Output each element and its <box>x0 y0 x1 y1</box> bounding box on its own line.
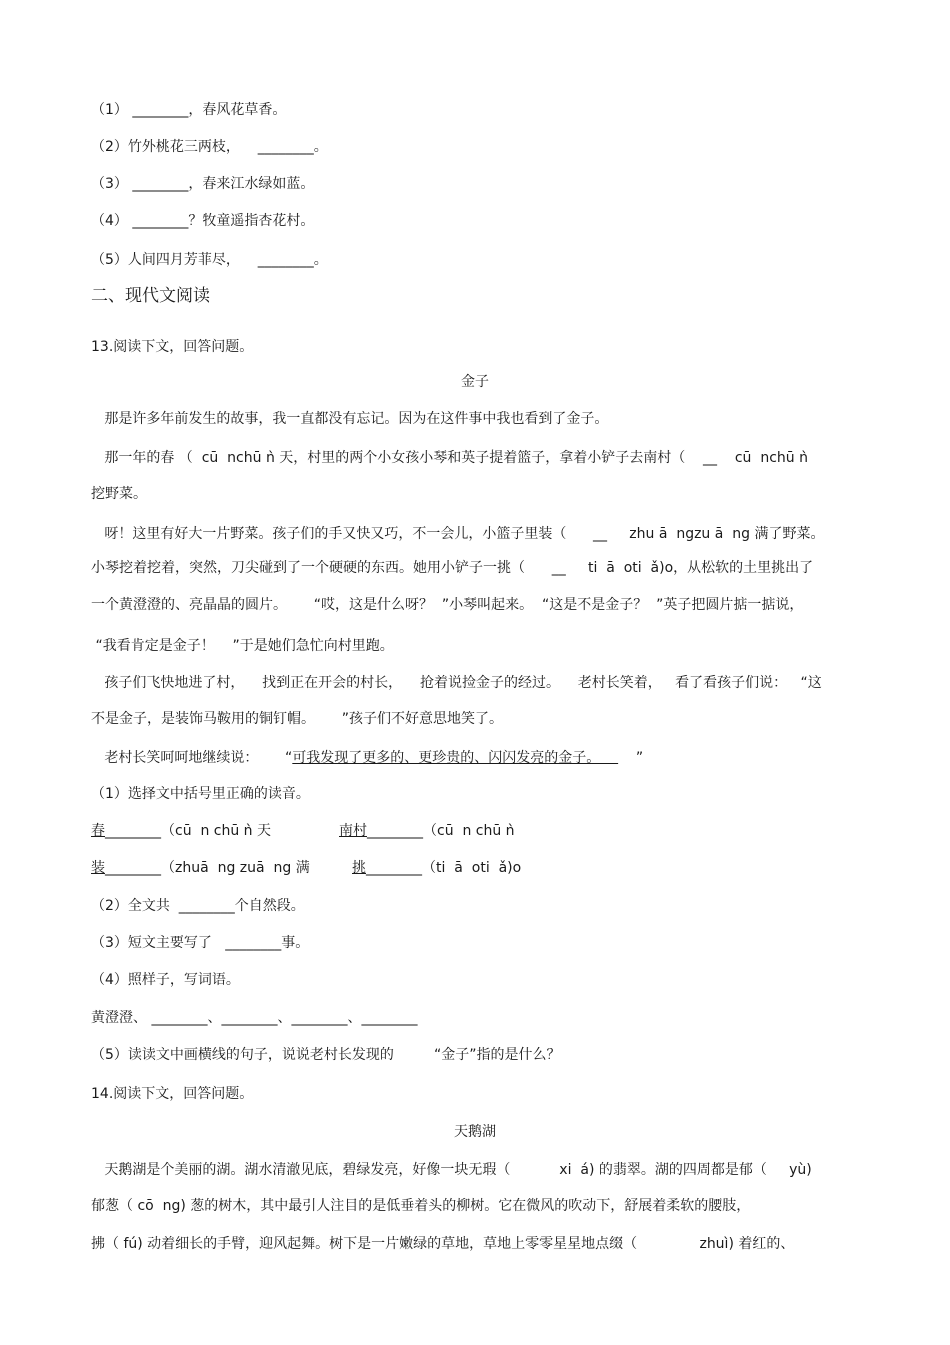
passage-line: 一个黄澄澄的、亮晶晶的圆片。 “哎，这是什么呀？ ”小琴叫起来。 “这是不是金子？ ”英子把圆片掂一掂说， <box>91 597 804 613</box>
passage-line: 孩子们飞快地进了村， 找到正在开会的村长， 抢着说捡金子的经过。 老村长笑着， 看了看孩子们说： “这 <box>91 675 822 691</box>
sub-question-2: （2）全文共 ________个自然段。 <box>91 898 305 914</box>
reading-row <box>91 821 271 841</box>
word-example: 黄澄澄、 ________、________、________、________ <box>91 1010 418 1026</box>
passage-line: “我看肯定是金子！ ”于是她们急忙向村里跑。 <box>91 638 394 654</box>
poem-line-2: （2）竹外桃花三两枝， ________。 <box>91 139 328 155</box>
reading-row <box>339 821 515 841</box>
sub-question-5: （5）读读文中画横线的句子，说说老村长发现的 “金子”指的是什么？ <box>91 1047 561 1063</box>
poem-line-3: （3） ________，春来江水绿如蓝。 <box>91 176 315 192</box>
poem-line-5: （5）人间四月芳菲尽， ________。 <box>91 252 328 268</box>
line-suffix: ” <box>618 750 644 766</box>
passage-line: 小琴挖着挖着，突然，刀尖碰到了一个硬硬的东西。她用小铲子一挑（ __ ti ā oti ǎ)o，从松软的土里挑出了 <box>91 560 814 576</box>
underlined-sentence-line <box>91 748 643 768</box>
poem-line-4: （4） ________？牧童遥指杏花村。 <box>91 213 315 229</box>
reading-char: 装 <box>91 860 105 876</box>
passage-line: 拂（ fú) 动着细长的手臂，迎风起舞。树下是一片嫩绿的草地，草地上零零星星地点缀（ zhuì) 着红的、 <box>91 1236 795 1252</box>
reading-blank: ________（cū n chū ǹ <box>367 823 515 839</box>
reading-row <box>91 858 310 878</box>
poem-line-1: （1） ________，春风花草香。 <box>91 102 287 118</box>
passage-title: 金子 <box>461 374 489 390</box>
reading-blank: ________（ti ā oti ǎ)o <box>366 860 522 876</box>
question-intro: 14.阅读下文，回答问题。 <box>91 1086 254 1102</box>
passage-line: 那一年的春 （ cū nchū ǹ 天，村里的两个小女孩小琴和英子提着篮子，拿着小铲子去南村（ __ cū nchū ǹ <box>91 450 808 466</box>
reading-char: 春 <box>91 823 105 839</box>
passage-line: 挖野菜。 <box>91 486 147 502</box>
question-intro: 13.阅读下文，回答问题。 <box>91 339 254 355</box>
underlined-sentence: 可我发现了更多的、更珍贵的、闪闪发亮的金子。 <box>292 750 619 766</box>
sub-question-1: （1）选择文中括号里正确的读音。 <box>91 786 310 802</box>
sub-question-3: （3）短文主要写了 ________事。 <box>91 935 310 951</box>
section-heading: 二、现代文阅读 <box>91 286 210 306</box>
reading-row <box>352 858 521 878</box>
passage-title: 天鹅湖 <box>454 1124 496 1140</box>
sub-question-4: （4）照样子，写词语。 <box>91 972 240 988</box>
line-prefix: 老村长笑呵呵地继续说： “ <box>91 750 293 766</box>
reading-char: 南村 <box>339 823 367 839</box>
passage-line: 天鹅湖是个美丽的湖。湖水清澈见底，碧绿发亮，好像一块无瑕（ xi á) 的翡翠。湖的四周都是郁（ yù) <box>91 1162 812 1178</box>
passage-line: 呀！这里有好大一片野菜。孩子们的手又快又巧，不一会儿，小篮子里装（ __ zhu ā ngzu ā ng 满了野菜。 <box>91 526 825 542</box>
reading-blank: ________（cū n chū ǹ 天 <box>105 823 272 839</box>
passage-line: 那是许多年前发生的故事，我一直都没有忘记。因为在这件事中我也看到了金子。 <box>91 411 609 427</box>
passage-line: 郁葱（ cō ng) 葱的树木，其中最引人注目的是低垂着头的柳树。它在微风的吹动下，舒展着柔软的腰肢， <box>91 1198 751 1214</box>
reading-blank: ________（zhuā ng zuā ng 满 <box>105 860 310 876</box>
reading-char: 挑 <box>352 860 366 876</box>
passage-line: 不是金子，是装饰马鞍用的铜钉帽。 ”孩子们不好意思地笑了。 <box>91 711 503 727</box>
